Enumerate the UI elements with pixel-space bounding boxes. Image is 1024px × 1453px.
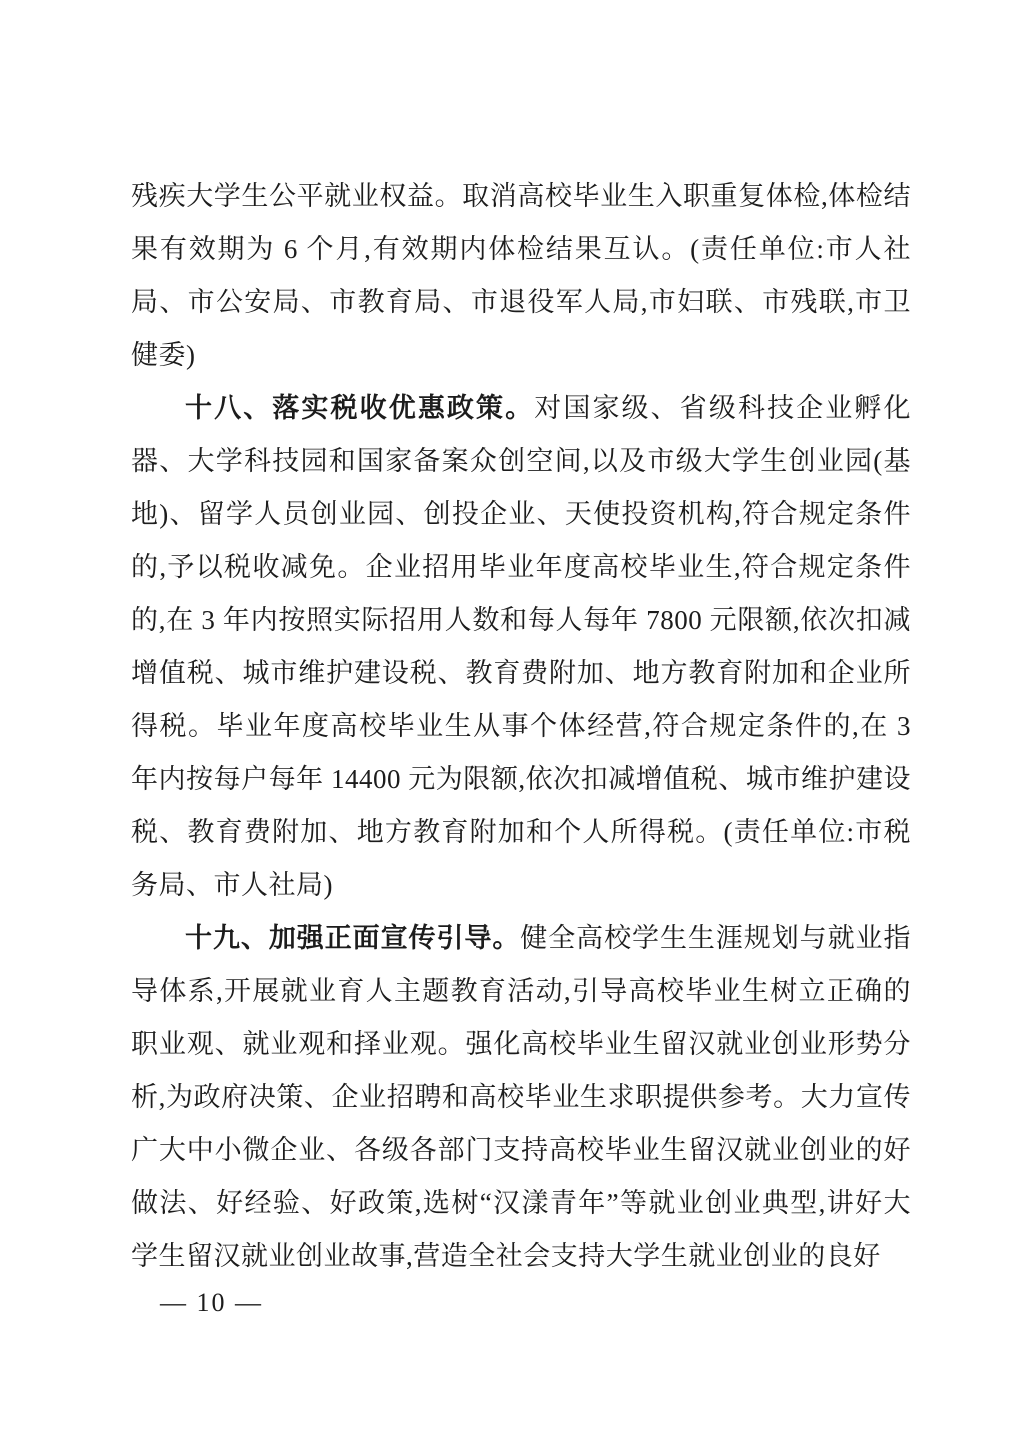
paragraph-section-18 [131,382,911,912]
paragraph-text: 健全高校学生生涯规划与就业指导体系,开展就业育人主题教育活动,引导高校毕业生树立正确的职业观、就业观和择业观。强化高校毕业生留汉就业创业形势分析,为政府决策、企业招聘和高校毕业生求职提供参考。大力宣传广大中小微企业、各级各部门支持高校毕业生留汉就业创业的好做法、好经验、好政策,选树“汉漾青年”等就业创业典型,讲好大学生留汉就业创业故事,营造全社会支持大学生就业创业的良好 [131,923,912,1271]
section-heading-19: 十九、加强正面宣传引导。 [185,923,521,953]
paragraph-continuation [131,170,911,382]
paragraph-text: 对国家级、省级科技企业孵化器、大学科技园和国家备案众创空间,以及市级大学生创业园(基地)、留学人员创业园、创投企业、天使投资机构,符合规定条件的,予以税收减免。企业招用毕业年度高校毕业生,符合规定条件的,在 3 年内按照实际招用人数和每人每年 7800 元限额,依次扣减增值税、城市维护建设税、教育费附加、地方教育附加和企业所得税。毕业年度高校毕业生从事个体经营,符合规定条件的,在 3 年内按每户每年 14400 元为限额,依次扣减增值税、城市维护建设税、教育费附加、地方教育附加和个人所得税。(责任单位:市税务局、市人社局) [131,393,911,900]
page-number: — 10 — [160,1288,263,1317]
document-body [131,170,911,1283]
paragraph-text: 残疾大学生公平就业权益。取消高校毕业生入职重复体检,体检结果有效期为 6 个月,有效期内体检结果互认。(责任单位:市人社局、市公安局、市教育局、市退役军人局,市妇联、市残联,市卫健委) [131,181,911,370]
section-heading-18: 十八、落实税收优惠政策。 [185,393,535,423]
paragraph-section-19 [131,912,911,1283]
